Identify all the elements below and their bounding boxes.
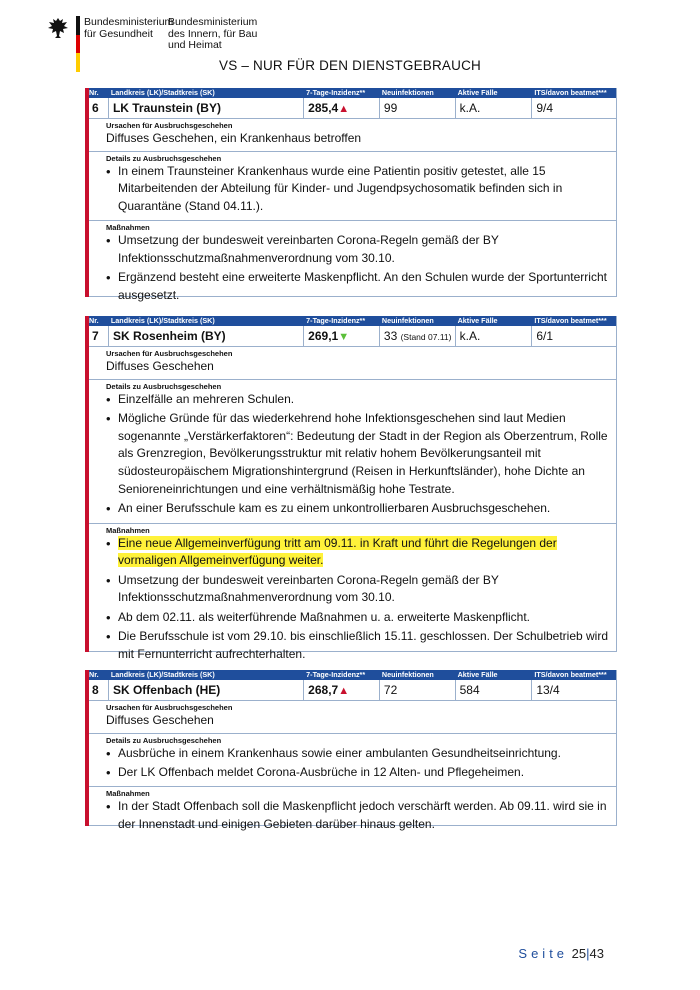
col-district: Landkreis (LK)/Stadtkreis (SK) <box>110 316 215 325</box>
list-item: • Die Berufsschule ist vom 29.10. bis einschließlich 15.11. geschlossen. Der Schulbetrieb wird mit Fernunterricht aufrechterhalten. <box>106 628 612 664</box>
active-cases-value: k.A. <box>455 326 532 346</box>
incidence-value: 268,7▲ <box>303 680 379 700</box>
col-incidence: 7-Tage-Inzidenz** <box>306 316 366 325</box>
list-item: • Der LK Offenbach meldet Corona-Ausbrüche in 12 Alten- und Pflegeheimen. <box>106 764 612 782</box>
case-number: 8 <box>92 683 99 697</box>
table-header <box>86 88 616 98</box>
col-incidence: 7-Tage-Inzidenz** <box>306 88 366 97</box>
case-number: 6 <box>92 101 99 115</box>
details-section <box>86 152 616 222</box>
measures-label: Maßnahmen <box>106 223 150 233</box>
col-its: ITS/davon beatmet*** <box>534 88 607 97</box>
trend-down-icon: ▼ <box>338 331 350 343</box>
case-number: 7 <box>92 329 99 343</box>
case-table-6 <box>85 88 617 303</box>
case-summary-row <box>86 326 616 347</box>
case-table-7 <box>85 316 617 661</box>
col-new-infections: Neuinfektionen <box>381 670 434 679</box>
new-infections-value: 99 <box>379 98 455 118</box>
col-active: Aktive Fälle <box>457 88 498 97</box>
case-summary-row <box>86 98 616 119</box>
its-value: 13/4 <box>531 680 616 700</box>
incidence-value: 269,1▼ <box>303 326 379 346</box>
col-incidence: 7-Tage-Inzidenz** <box>306 670 366 679</box>
highlighted-text: Eine neue Allgemeinverfügung tritt am 09.11. in Kraft und führt die Regelungen der vormaligen Allgemeinverfügung weiter. <box>118 535 557 568</box>
new-infections-value: 33 (Stand 07.11) <box>379 326 455 346</box>
measures-section <box>86 221 616 309</box>
list-item: • Umsetzung der bundesweit vereinbarten Corona-Regeln gemäß der BY Infektionsschutzmaßnahmenverordnung vom 30.10. <box>106 572 612 608</box>
causes-label: Ursachen für Ausbruchsgeschehen <box>106 703 233 712</box>
federal-eagle-icon <box>46 16 70 40</box>
page-total: 43 <box>589 946 604 961</box>
page-footer <box>518 946 604 961</box>
incidence-value: 285,4▲ <box>303 98 379 118</box>
list-item: • In einem Traunsteiner Krankenhaus wurde eine Patientin positiv getestet, alle 15 Mitarbeitenden der Abteilung für Kinder- und Jugendpsychosomatik befinden sich in Quarantäne (Stand 04.11.). <box>106 163 612 216</box>
seite-label: Seite <box>518 946 569 961</box>
list-item: • In der Stadt Offenbach soll die Maskenpflicht jedoch verschärft werden. Ab 09.11. wird sie in der Innenstadt und einigen Gebieten darüber hinaus gelten. <box>106 798 612 834</box>
measures-label: Maßnahmen <box>106 789 150 799</box>
details-label: Details zu Ausbruchsgeschehen <box>106 735 222 745</box>
trend-up-icon: ▲ <box>338 103 350 115</box>
col-nr: Nr. <box>89 316 99 325</box>
new-infections-value: 72 <box>379 680 455 700</box>
col-district: Landkreis (LK)/Stadtkreis (SK) <box>110 88 215 97</box>
ministry-interior: Bundesministerium des Innern, für Bau und Heimat <box>168 16 258 51</box>
list-item: • Ausbrüche in einem Krankenhaus sowie einer ambulanten Gesundheitseinrichtung. <box>106 745 612 763</box>
col-district: Landkreis (LK)/Stadtkreis (SK) <box>110 670 215 679</box>
list-item: • Mögliche Gründe für das wiederkehrend hohe Infektionsgeschehen sind laut Medien sogenannte „Verstärkerfaktoren“: Bedeutung der Stadt in der Region als Oberzentrum, Rolle als Grenzregion, Bevölkerungsstruktur mit relativ hohem Bevölkerungsanteil mit südosteuropäischem Migrationshintergrund (Reisen in Herkunftsländer), hohe Dichte an Senioreneinrichtungen und eine verhältnismäßig hohe Testrate. <box>106 410 612 499</box>
causes-label: Ursachen für Ausbruchsgeschehen <box>106 349 233 358</box>
list-item: • Umsetzung der bundesweit vereinbarten Corona-Regeln gemäß der BY Infektionsschutzmaßnahmenverordnung vom 30.10. <box>106 232 612 268</box>
list-item: • Einzelfälle an mehreren Schulen. <box>106 391 612 409</box>
list-item: • Ab dem 02.11. als weiterführende Maßnahmen u. a. erweiterte Maskenpflicht. <box>106 609 612 627</box>
table-header <box>86 670 616 680</box>
details-label: Details zu Ausbruchsgeschehen <box>106 381 222 391</box>
red-marker-bar <box>85 316 89 652</box>
its-value: 6/1 <box>531 326 616 346</box>
page-separator: | <box>586 946 590 961</box>
col-nr: Nr. <box>89 88 99 97</box>
active-cases-value: k.A. <box>455 98 532 118</box>
causes-section <box>86 347 616 380</box>
col-active: Aktive Fälle <box>457 316 498 325</box>
col-its: ITS/davon beatmet*** <box>534 316 607 325</box>
details-label: Details zu Ausbruchsgeschehen <box>106 153 222 163</box>
causes-label: Ursachen für Ausbruchsgeschehen <box>106 121 233 130</box>
measures-section <box>86 524 616 669</box>
new-infections-note: (Stand 07.11) <box>400 332 452 342</box>
page-number: 25 <box>571 946 587 961</box>
district-name: SK Rosenheim (BY) <box>108 326 303 346</box>
list-item-highlighted <box>106 535 612 571</box>
col-active: Aktive Fälle <box>457 670 498 679</box>
red-marker-bar <box>85 670 89 826</box>
list-item: • Ergänzend besteht eine erweiterte Maskenpflicht. An den Schulen wurde der Sportunterricht ausgesetzt. <box>106 269 612 305</box>
active-cases-value: 584 <box>455 680 532 700</box>
trend-up-icon: ▲ <box>338 685 350 697</box>
causes-section <box>86 701 616 734</box>
list-item: • An einer Berufsschule kam es zu einem unkontrollierbaren Ausbruchsgeschehen. <box>106 500 612 518</box>
causes-text: Diffuses Geschehen <box>106 359 214 373</box>
causes-text: Diffuses Geschehen, ein Krankenhaus betroffen <box>106 131 362 145</box>
district-name: SK Offenbach (HE) <box>108 680 303 700</box>
col-new-infections: Neuinfektionen <box>381 316 434 325</box>
table-header <box>86 316 616 326</box>
col-new-infections: Neuinfektionen <box>381 88 434 97</box>
causes-text: Diffuses Geschehen <box>106 713 214 727</box>
district-name: LK Traunstein (BY) <box>108 98 303 118</box>
details-section <box>86 734 616 788</box>
col-nr: Nr. <box>89 670 99 679</box>
measures-label: Maßnahmen <box>106 525 150 535</box>
classification-label: VS – NUR FÜR DEN DIENSTGEBRAUCH <box>219 58 481 73</box>
causes-section <box>86 119 616 152</box>
ministry-health: Bundesministerium für Gesundheit <box>84 16 174 40</box>
col-its: ITS/davon beatmet*** <box>534 670 607 679</box>
case-summary-row <box>86 680 616 701</box>
red-marker-bar <box>85 88 89 297</box>
case-table-8 <box>85 670 617 831</box>
measures-section <box>86 787 616 838</box>
details-section <box>86 380 616 524</box>
its-value: 9/4 <box>531 98 616 118</box>
